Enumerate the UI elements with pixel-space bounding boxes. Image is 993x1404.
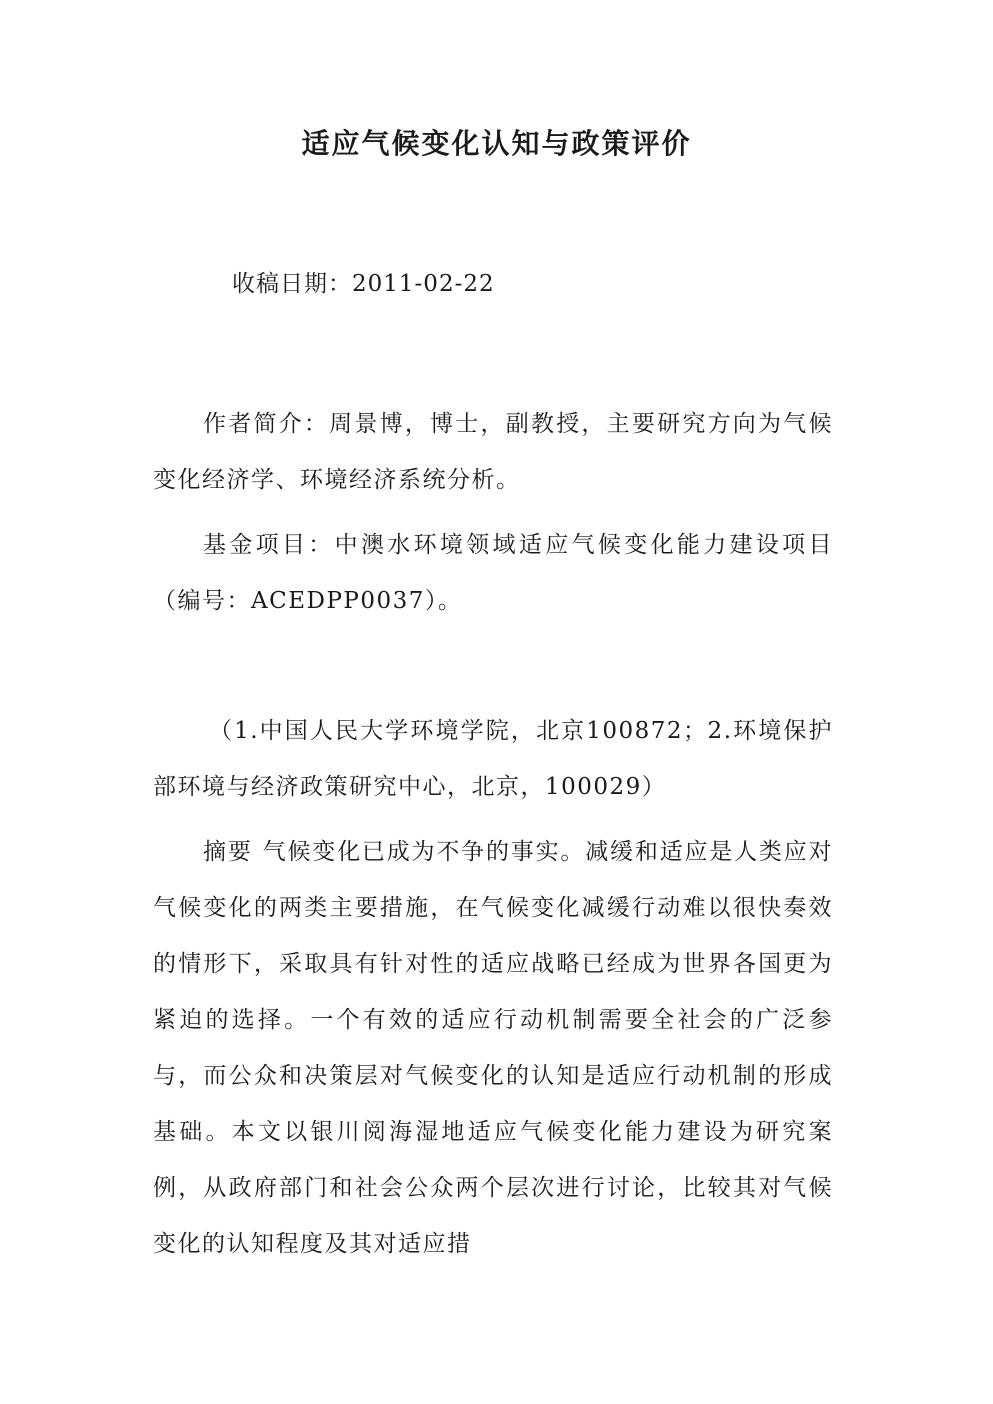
abstract-paragraph [153, 824, 833, 1272]
received-date: 收稿日期：2011-02-22 [232, 271, 495, 297]
abstract-label: 摘要 [203, 839, 253, 865]
document-title: 适应气候变化认知与政策评价 [301, 127, 692, 160]
abstract-text: 气候变化已成为不争的事实。减缓和适应是人类应对气候变化的两类主要措施，在气候变化减缓行动难以很快奏效的情形下，采取具有针对性的适应战略已经成为世界各国更为紧迫的选择。一个有效的适应行动机制需要全社会的广泛参与，而公众和决策层对气候变化的认知是适应行动机制的形成基础。本文以银川阅海湿地适应气候变化能力建设为研究案例，从政府部门和社会公众两个层次进行讨论，比较其对气候变化的认知程度及其对适应措 [153, 839, 833, 1257]
affiliation: （1.中国人民大学环境学院，北京100872；2.环境保护部环境与经济政策研究中心，北京，100029） [153, 718, 833, 800]
author-intro: 作者简介：周景博，博士，副教授，主要研究方向为气候变化经济学、环境经济系统分析。 [153, 411, 833, 493]
fund-project: 基金项目：中澳水环境领域适应气候变化能力建设项目（编号：ACEDPP0037）。 [153, 532, 833, 614]
